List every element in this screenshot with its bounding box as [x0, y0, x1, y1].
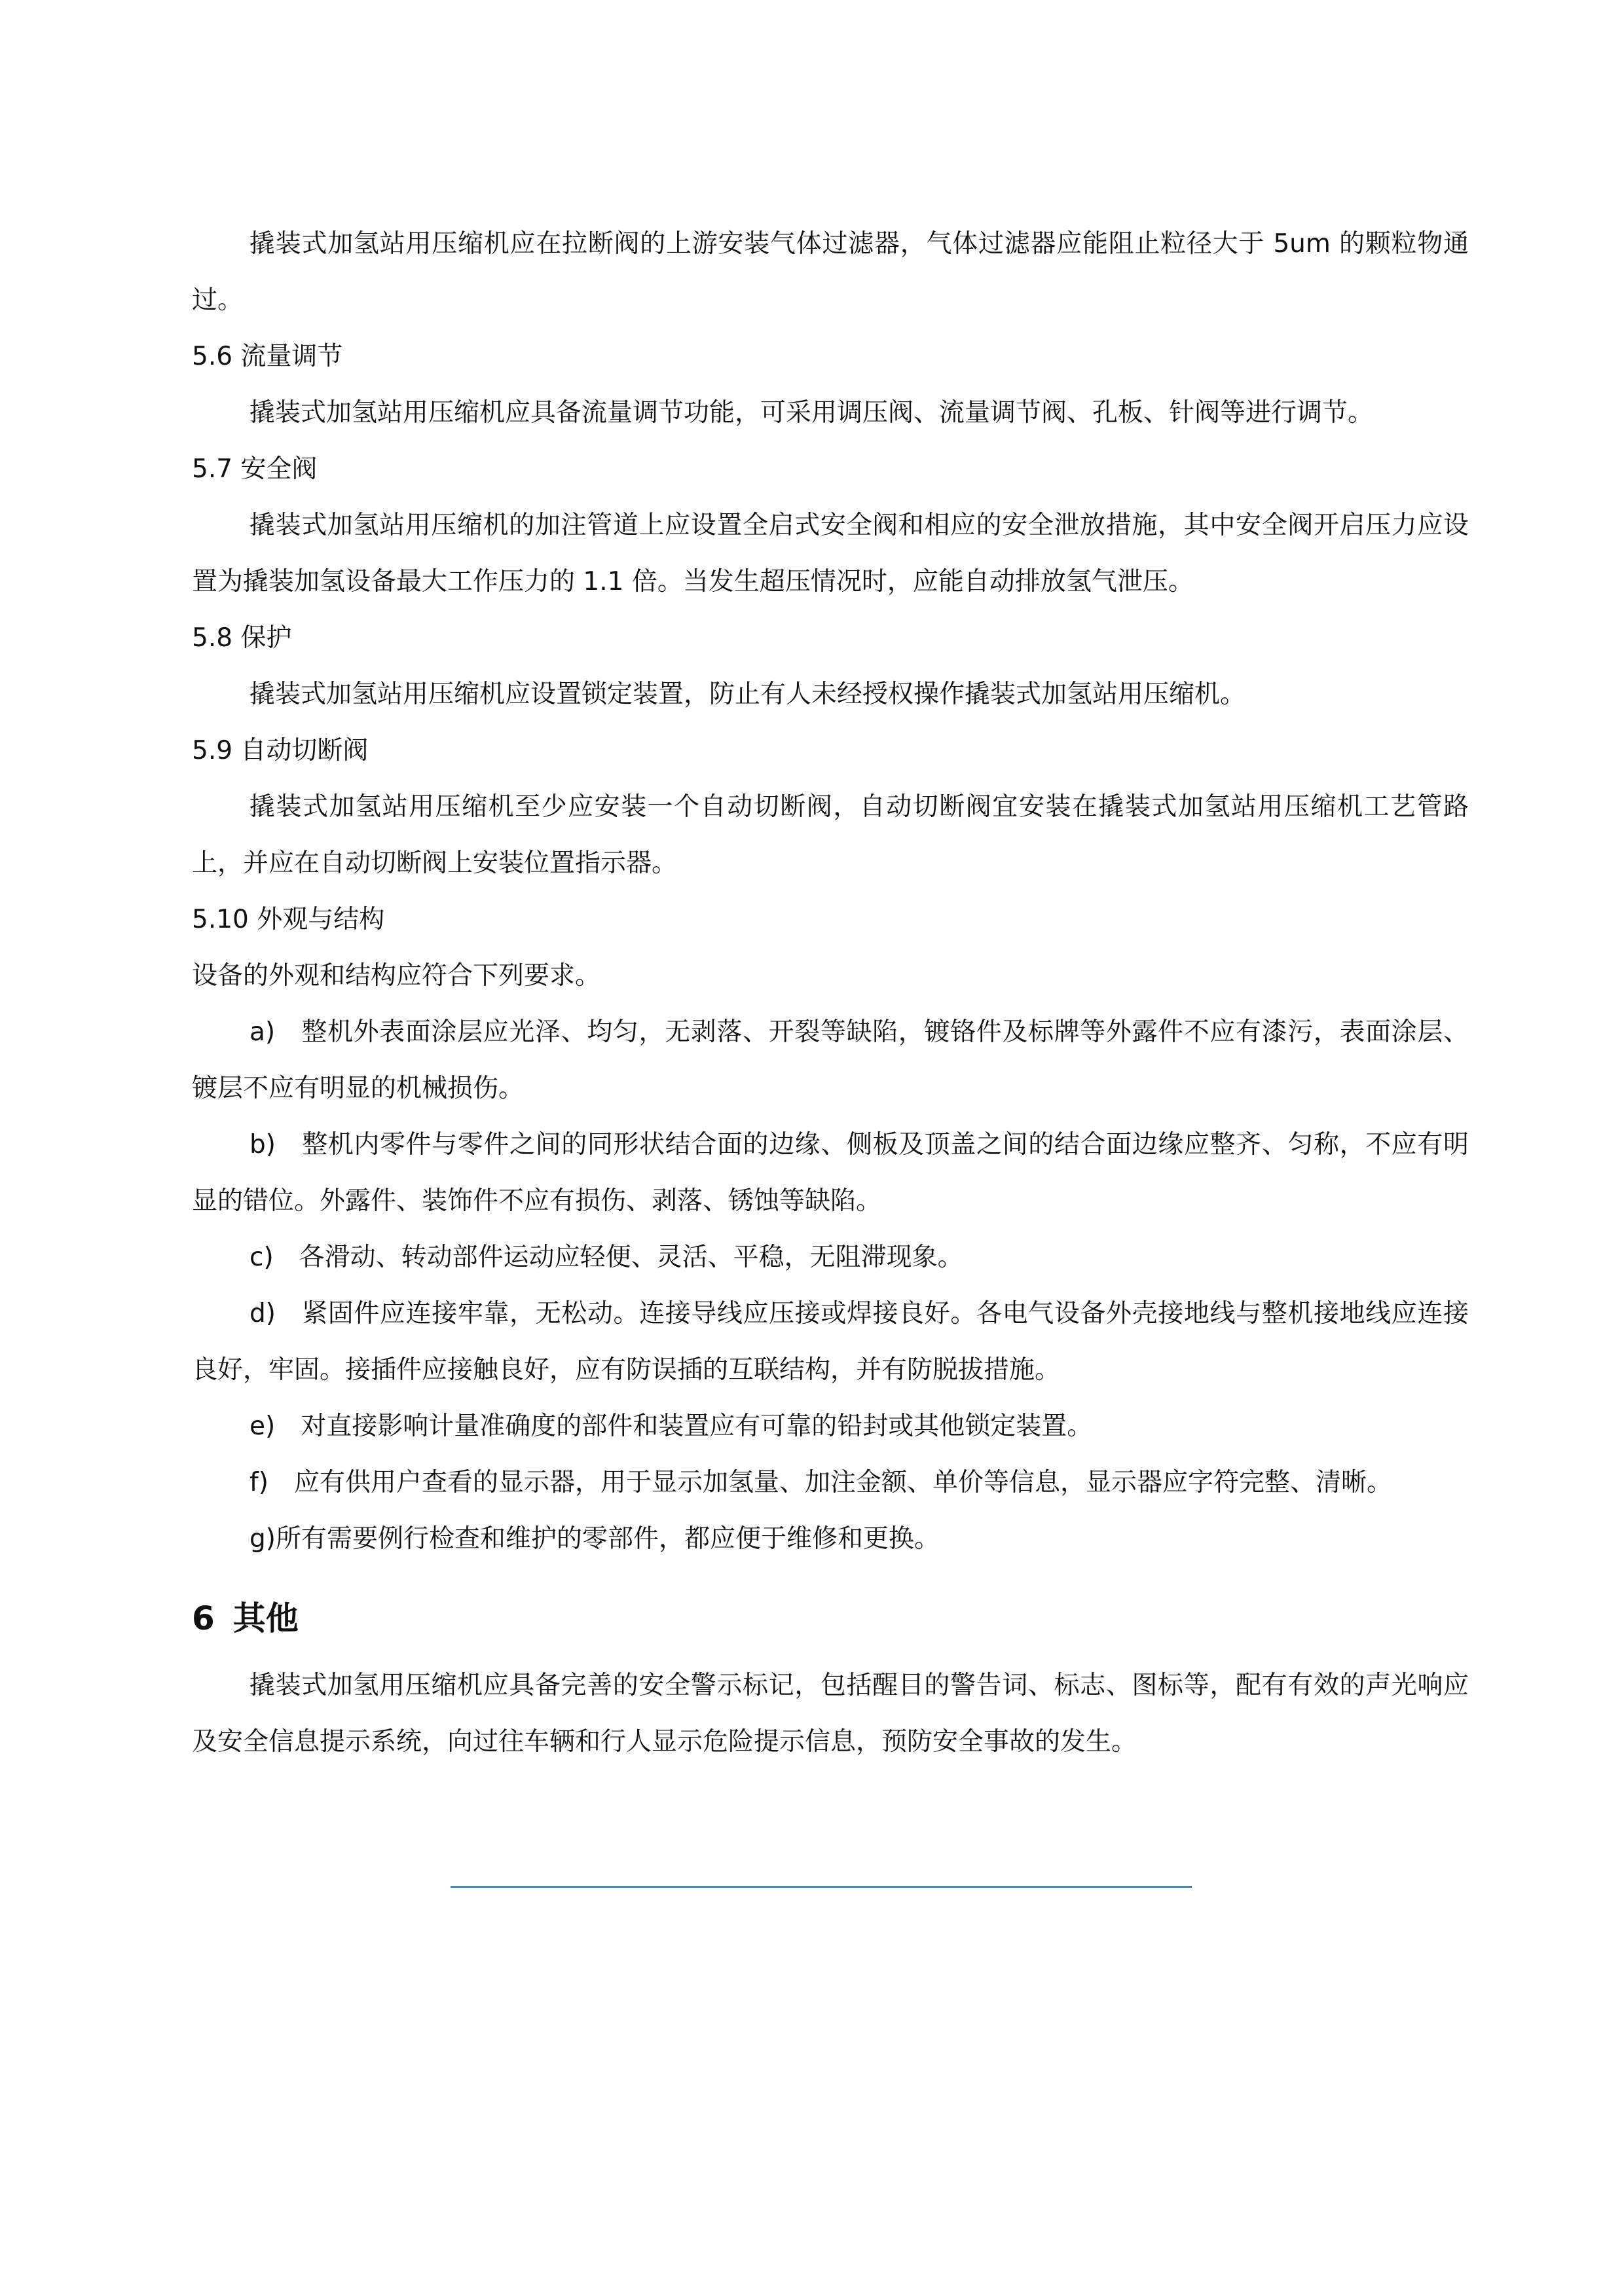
paragraph-section-6: 撬装式加氢用压缩机应具备完善的安全警示标记，包括醒目的警告词、标志、图标等，配有有效的声光响应及安全信息提示系统，向过往车辆和行人显示危险提示信息，预防安全事故的发生。: [192, 1671, 1469, 1757]
list-item-c: c) 各滑动、转动部件运动应轻便、灵活、平稳，无阻滞现象。: [249, 1243, 963, 1272]
end-of-document-rule: [451, 1886, 1192, 1888]
section-6-title: 其他: [232, 1599, 299, 1637]
list-item-g: g)所有需要例行检查和维护的零部件，都应便于维修和更换。: [249, 1524, 940, 1554]
heading-5-7-safety-valve: 5.7 安全阀: [192, 454, 318, 484]
paragraph-protection: 撬装式加氢站用压缩机应设置锁定装置，防止有人未经授权操作撬装式加氢站用压缩机。: [249, 680, 1246, 709]
paragraph-filter: 撬装式加氢站用压缩机应在拉断阀的上游安装气体过滤器，气体过滤器应能阻止粒径大于 5um 的颗粒物通过。: [192, 229, 1469, 315]
list-item-d: d) 紧固件应连接牢靠，无松动。连接导线应压接或焊接良好。各电气设备外壳接地线与整机接地线应连接良好，牢固。接插件应接触良好，应有防误插的互联结构，并有防脱拔措施。: [192, 1299, 1469, 1385]
heading-5-9-auto-shutoff-valve: 5.9 自动切断阀: [192, 736, 369, 765]
paragraph-appearance-intro: 设备的外观和结构应符合下列要求。: [192, 961, 601, 991]
heading-5-8-protection: 5.8 保护: [192, 623, 292, 653]
list-item-b: b) 整机内零件与零件之间的同形状结合面的边缘、侧板及顶盖之间的结合面边缘应整齐、匀称，不应有明显的错位。外露件、装饰件不应有损伤、剥落、锈蚀等缺陷。: [192, 1130, 1469, 1216]
document-body: [192, 216, 1469, 1770]
section-6-heading: [192, 1579, 1469, 1658]
heading-5-6-flow-regulation: 5.6 流量调节: [192, 342, 343, 371]
paragraph-auto-shutoff-valve: 撬装式加氢站用压缩机至少应安装一个自动切断阀，自动切断阀宜安装在撬装式加氢站用压缩机工艺管路上，并应在自动切断阀上安装位置指示器。: [192, 792, 1469, 878]
heading-5-10-appearance-structure: 5.10 外观与结构: [192, 905, 385, 934]
paragraph-safety-valve: 撬装式加氢站用压缩机的加注管道上应设置全启式安全阀和相应的安全泄放措施，其中安全阀开启压力应设置为撬装加氢设备最大工作压力的 1.1 倍。当发生超压情况时，应能自动排放氢气泄压。: [192, 511, 1469, 596]
section-6-number: 6: [192, 1599, 215, 1637]
list-item-f: f) 应有供用户查看的显示器，用于显示加氢量、加注金额、单价等信息，显示器应字符完整、清晰。: [249, 1468, 1392, 1497]
list-item-a: a) 整机外表面涂层应光泽、均匀，无剥落、开裂等缺陷，镀铬件及标牌等外露件不应有漆污，表面涂层、镀层不应有明显的机械损伤。: [192, 1017, 1469, 1103]
list-item-e: e) 对直接影响计量准确度的部件和装置应有可靠的铅封或其他锁定装置。: [249, 1412, 1093, 1441]
paragraph-flow-regulation: 撬装式加氢站用压缩机应具备流量调节功能，可采用调压阀、流量调节阀、孔板、针阀等进行调节。: [249, 398, 1374, 428]
